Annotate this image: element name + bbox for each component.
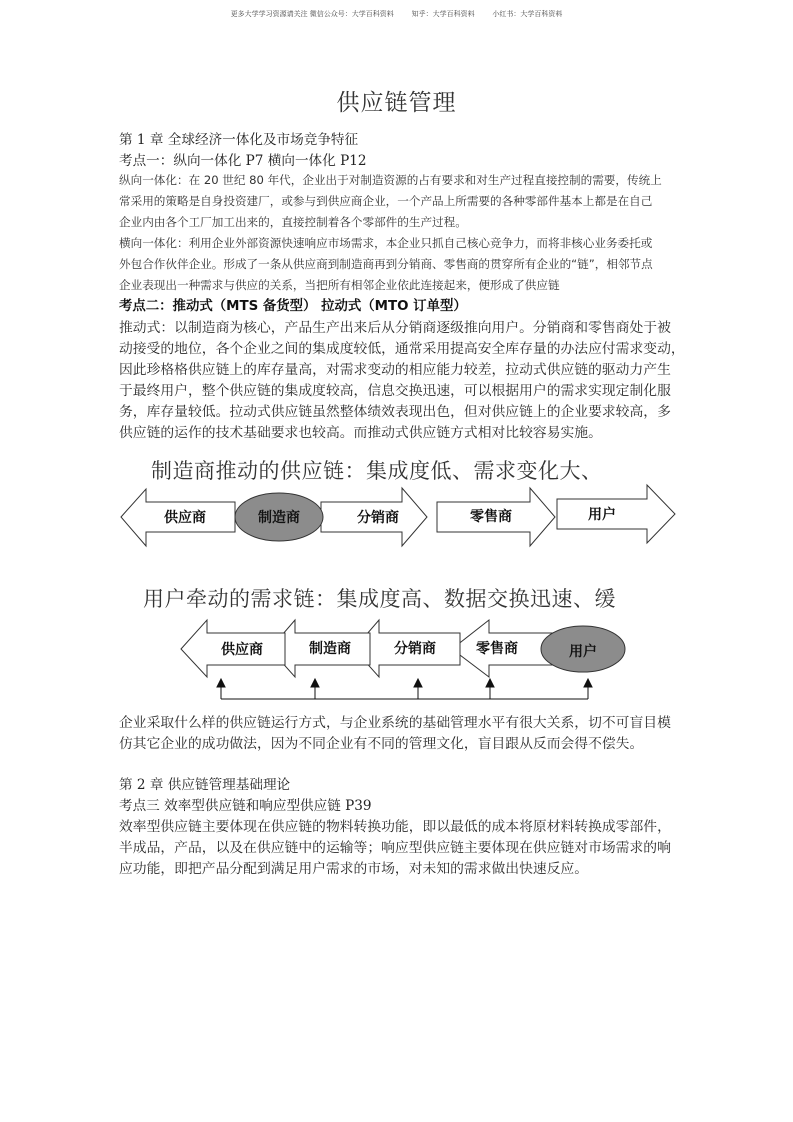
node-label: 用户 [569,644,597,660]
node-label: 制造商 [309,641,351,657]
node-label: 零售商 [470,509,512,525]
push-pull-line: 供应链的运作的技术基础要求也较高。而推动式供应链方式相对比较容易实施。 [119,425,602,441]
push-pull-line: 推动式：以制造商为核心，产品生产出来后从分销商逐级推向用户。分销商和零售商处于被 [119,320,671,336]
chapter1-heading: 第 1 章 全球经济一体化及市场竞争特征 [119,132,359,148]
push-supply-chain-diagram [115,480,685,552]
conclusion-line: 企业采取什么样的供应链运行方式，与企业系统的基础管理水平有很大关系，切不可盲目模 [119,715,671,731]
node-label: 用户 [588,507,616,523]
push-pull-line: 动接受的地位，各个企业之间的集成度较低，通常采用提高安全库存量的办法应付需求变动， [119,341,685,357]
pull-diagram-title: 用户牵动的需求链：集成度高、数据交换迅速、缓 [143,587,616,611]
node-label: 供应商 [164,510,206,526]
chapter2-heading: 第 2 章 供应链管理基础理论 [119,777,291,793]
push-pull-line: 务，库存量较低。拉动式供应链虽然整体绩效表现出色，但对供应链上的企业要求较高，多 [119,404,671,420]
horizontal-integration-line: 企业表现出一种需求与供应的关系，当把所有相邻企业依此连接起来，便形成了供应链 [119,278,560,292]
horizontal-integration-line: 外包合作伙伴企业。形成了一条从供应商到制造商再到分销商、零售商的贯穿所有企业的“链”，相邻节点 [119,257,653,271]
right-arrow-shape [557,485,675,543]
chapter2-line: 效率型供应链主要体现在供应链的物料转换功能，即以最低的成本将原材料转换成零部件， [119,819,671,835]
node-label: 供应商 [221,642,263,658]
node-label: 零售商 [476,641,518,657]
vertical-integration-line: 常采用的策略是自身投资建厂，或参与到供应商企业，一个产品上所需要的各种零部件基本上都是在自己 [119,194,653,208]
pull-demand-chain-diagram [170,615,640,705]
point1-heading: 考点一：纵向一体化 P7 横向一体化 P12 [119,153,367,169]
node-label: 制造商 [258,510,300,526]
node-label: 分销商 [357,510,399,526]
horizontal-integration-line: 横向一体化：利用企业外部资源快速响应市场需求，本企业只抓自己核心竞争力，而将非核心业务委托或 [119,236,653,250]
point3-heading: 考点三 效率型供应链和响应型供应链 P39 [119,798,372,814]
feedback-arrows [217,679,592,699]
chapter2-line: 应功能，即把产品分配到满足用户需求的市场，对未知的需求做出快速反应。 [119,861,589,877]
page-title: 供应链管理 [336,90,457,116]
conclusion-line: 仿其它企业的成功做法，因为不同企业有不同的管理文化，盲目跟从反而会得不偿失。 [119,736,644,752]
vertical-integration-line: 企业内由各个工厂加工出来的，直接控制着各个零部件的生产过程。 [119,215,467,229]
chapter2-line: 半成品，产品，以及在供应链中的运输等；响应型供应链主要体现在供应链对市场需求的响 [119,840,671,856]
vertical-integration-line: 纵向一体化：在 20 世纪 80 年代，企业出于对制造资源的占有要求和对生产过程直接控制的需要，传统上 [119,173,662,187]
node-label: 分销商 [394,641,436,657]
point2-heading: 考点二：推动式（MTS 备货型） 拉动式（MTO 订单型） [119,299,467,314]
header-note: 更多大学学习资源请关注 微信公众号：大学百科资料 知乎：大学百科资料 小红书：大学百科资料 [230,10,563,18]
push-pull-line: 于最终用户，整个供应链的集成度较高，信息交换迅速，可以根据用户的需求实现定制化服 [119,383,671,399]
push-pull-line: 因此珍格格供应链上的库存量高，对需求变动的相应能力较差，拉动式供应链的驱动力产生 [119,362,671,378]
push-diagram-title: 制造商推动的供应链：集成度低、需求变化大、 [151,459,603,483]
